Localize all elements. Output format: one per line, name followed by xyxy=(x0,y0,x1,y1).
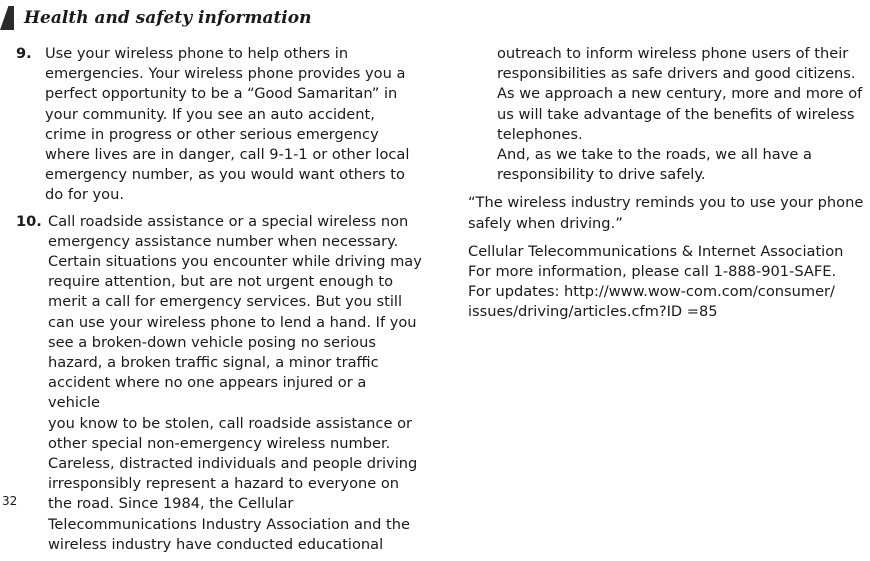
continuation-paragraph: outreach to inform wireless phone users of their responsibilities as safe drivers and good citizens. As we approach a new century, more and more of us will take advantage of the benefits of wireless telephones. And, as we take to the roads, we all have a responsibility to drive safely. xyxy=(497,45,863,184)
attribution-paragraph: Cellular Telecommunications & Internet Association For more information, please call 1-888-901-SAFE. For updates: http://www.wow-com.com/consumer/ issues/driving/articles.cfm?ID =85 xyxy=(468,242,844,321)
header-accent-bar xyxy=(0,6,14,30)
right-column xyxy=(468,44,870,331)
item-text: Call roadside assistance or a special wireless non emergency assistance number when necessary. Certain situations you encounter while driving may require attention, but are not urgent enough to merit a call for emergency services. But you still can use your wireless phone to lend a hand. If you see a broken-down vehicle posing no serious hazard, a broken traffic signal, a minor traffic accident where no one appears injured or a vehicle you know to be stolen, call roadside assistance or other special non-emergency wireless number. Careless, distracted individuals and people driving irresponsibly represent a hazard to everyone on the road. Since 1984, the Cellular Telecommunications Industry Association and the wireless industry have conducted educational xyxy=(48,212,422,553)
header-title: Health and safety information xyxy=(24,8,312,28)
item-number: 9. xyxy=(16,45,32,62)
page-number: 32 xyxy=(2,494,18,508)
list-item-10 xyxy=(16,212,422,555)
page-header xyxy=(0,4,312,32)
item-text: Use your wireless phone to help others in emergencies. Your wireless phone provides you a perfect opportunity to be a “Good Samaritan” in your community. If you see an auto accident, crime in progress or other serious emergency where lives are in danger, call 9-1-1 or other local emergency number, as you would want others to do for you. xyxy=(45,45,410,204)
item-number: 10. xyxy=(16,212,42,230)
left-column xyxy=(16,44,422,561)
quote-paragraph: “The wireless industry reminds you to use your phone safely when driving.” xyxy=(468,194,864,232)
list-item-9 xyxy=(16,44,422,206)
